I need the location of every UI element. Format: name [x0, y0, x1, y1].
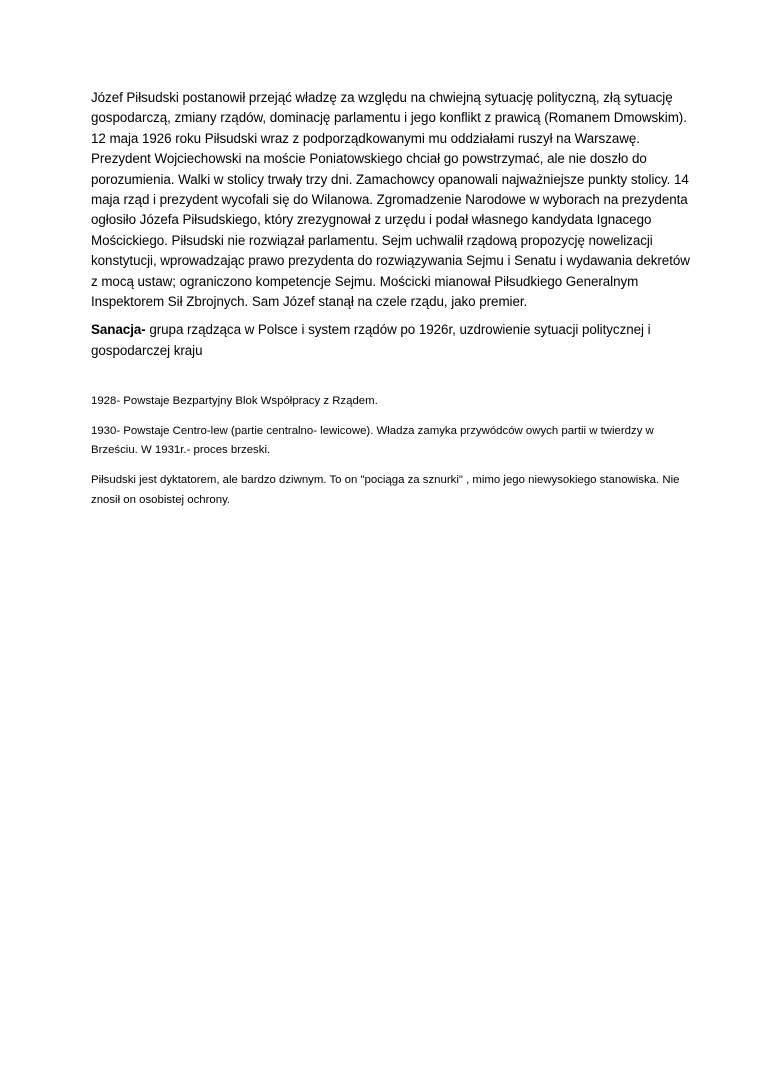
document-body	[91, 88, 691, 510]
paragraph-main: Józef Piłsudski postanowił przejąć władzę za względu na chwiejną sytuację polityczną, złą sytuację gospodarczą, zmiany rządów, dominację parlamentu i jego konflikt z prawicą (Romanem Dmowskim). 12 maja 1926 roku Piłsudski wraz z podporządkowanymi mu oddziałami ruszył na Warszawę. Prezydent Wojciechowski na moście Poniatowskiego chciał go powstrzymać, ale nie doszło do porozumienia. Walki w stolicy trwały trzy dni. Zamachowcy opanowali najważniejsze punkty stolicy. 14 maja rząd i prezydent wycofali się do Wilanowa. Zgromadzenie Narodowe w wyborach na prezydenta ogłosiło Józefa Piłsudskiego, który zrezygnował z urzędu i podał własnego kandydata Ignacego Mościckiego. Piłsudski nie rozwiązał parlamentu. Sejm uchwalił rządową propozycję nowelizacji konstytucji, wprowadzając prawo prezydenta do rozwiązywania Sejmu i Senatu i wydawania dekretów z mocą ustaw; ograniczono kompetencje Sejmu. Mościcki mianował Piłsudkiego Generalnym Inspektorem Sił Zbrojnych. Sam Józef stanął na czele rządu, jako premier.	[91, 90, 690, 310]
sanacja-definition: grupa rządząca w Polsce i system rządów po 1926r, uzdrowienie sytuacji politycznej i gospodarczej kraju	[91, 322, 651, 358]
note-1930: 1930- Powstaje Centro-lew (partie centralno- lewicowe). Władza zamyka przywódców owych partii w twierdzy w Brześciu. W 1931r.- proces brzeski.	[91, 424, 654, 457]
paragraph-sanacja	[91, 320, 691, 361]
note-pilsudski: Piłsudski jest dyktatorem, ale bardzo dziwnym. To on "pociąga za sznurki" , mimo jego niewysokiego stanowiska. Nie znosił on osobistej ochrony.	[91, 474, 680, 506]
note-1928: 1928- Powstaje Bezpartyjny Blok Współpracy z Rządem.	[91, 395, 378, 408]
sanacja-term: Sanacja-	[91, 322, 146, 338]
